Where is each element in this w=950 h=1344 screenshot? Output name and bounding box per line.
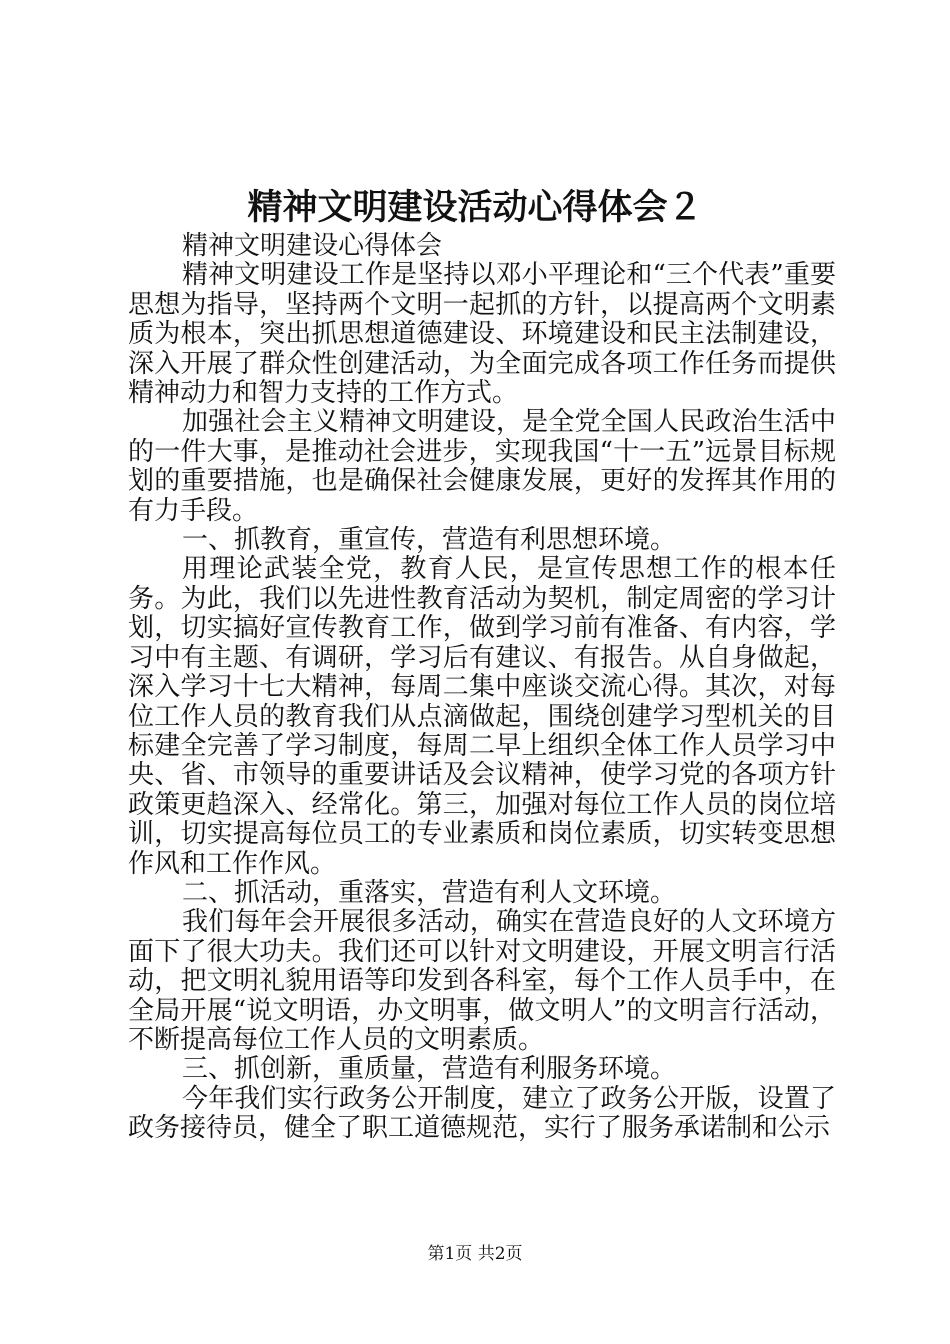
paragraph: 精神文明建设工作是坚持以邓小平理论和“三个代表”重要思想为指导，坚持两个文明一起抓的方针，以提高两个文明素质为根本，突出抓思想道德建设、环境建设和民主法制建设，深入开展了群众性创建活动，为全面完成各项工作任务而提供精神动力和智力支持的工作方式。 bbox=[128, 260, 836, 409]
section-heading: 二、抓活动，重落实，营造有利人文环境。 bbox=[182, 877, 677, 908]
page-number-footer: 第1页 共2页 bbox=[427, 1244, 523, 1264]
document-body bbox=[128, 232, 836, 1144]
document-title: 精神文明建设活动心得体会２ bbox=[247, 187, 703, 228]
paragraph: 今年我们实行政务公开制度，建立了政务公开版，设置了政务接待员，健全了职工道德规范，实行了服务承诺制和公示 bbox=[128, 1083, 836, 1144]
paragraph-subtitle: 精神文明建设心得体会 bbox=[182, 231, 443, 261]
section-heading: 一、抓教育，重宣传，营造有利思想环境。 bbox=[182, 525, 677, 556]
section-heading: 三、抓创新，重质量，营造有利服务环境。 bbox=[182, 1054, 677, 1085]
paragraph: 我们每年会开展很多活动，确实在营造良好的人文环境方面下了很大功夫。我们还可以针对文明建设，开展文明言行活动，把文明礼貌用语等印发到各科室，每个工作人员手中，在全局开展“说文明语，办文明事，做文明人”的文明言行活动，不断提高每位工作人员的文明素质。 bbox=[128, 907, 836, 1055]
paragraph: 加强社会主义精神文明建设，是全党全国人民政治生活中的一件大事，是推动社会进步，实现我国“十一五”远景目标规划的重要措施，也是确保社会健康发展，更好的发挥其作用的有力手段。 bbox=[128, 407, 836, 526]
paragraph: 用理论武装全党，教育人民，是宣传思想工作的根本任务。为此，我们以先进性教育活动为契机，制定周密的学习计划，切实搞好宣传教育工作，做到学习前有准备、有内容，学习中有主题、有调研，学习后有建议、有报告。从自身做起，深入学习十七大精神，每周二集中座谈交流心得。其次，对每位工作人员的教育我们从点滴做起，围绕创建学习型机关的目标建全完善了学习制度，每周二早上组织全体工作人员学习中央、省、市领导的重要讲话及会议精神，使学习党的各项方针政策更趋深入、经常化。第三，加强对每位工作人员的岗位培训，切实提高每位员工的专业素质和岗位素质，切实转变思想作风和工作作风。 bbox=[128, 554, 836, 879]
